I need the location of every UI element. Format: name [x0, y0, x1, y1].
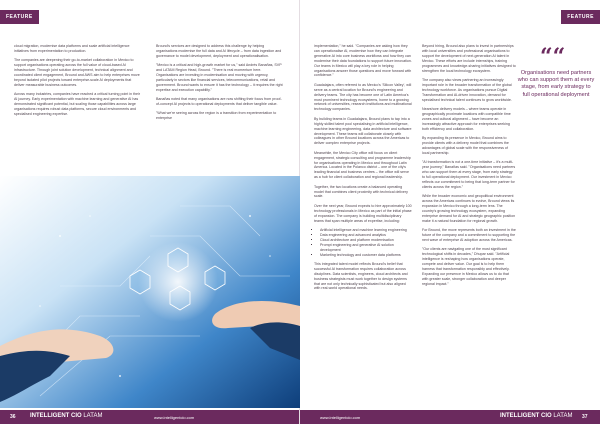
paragraph: implementation," he said. "Companies are asking how they can operationalise AI, modernise how they can integrate generative AI into core business workflows and how they can modernise their data foundations to support future innovation. Our teams in Mexico will play a key role in helping organisations answer those questions and move forward with confidence."	[314, 44, 412, 78]
paragraph: Over the next year, Bround expects to hire approximately 100 technology professionals in Mexico as part of the initial phase of expansion. The company is building multidisciplinary teams that span multiple areas of expertise, including:	[314, 203, 412, 223]
paragraph: This integrated talent model reflects Bround's belief that successful AI transformation requires collaboration across disciplines. Data scientists, engineers, cloud architects and business strategists must work together to design systems that are not only technically sophisticated but also aligned with real-world operational needs.	[314, 261, 408, 291]
quote-mark-icon: ““	[540, 44, 566, 70]
list-item: ▪ Marketing technology and customer data platforms	[320, 253, 412, 258]
paragraph: Bround's services are designed to address this challenge by helping organisations modernise the full data and AI lifecycle – from data ingestion and governance to model development, deployment and operationalisation.	[156, 44, 282, 58]
expertise-list	[314, 228, 412, 257]
paragraph: Beyond hiring, Bround also plans to invest in partnerships with local universities and professional organisations to support the development of next-generation AI talent in Mexico. These efforts are include internships, training programmes and knowledge-sharing initiatives designed to strengthen the local technology ecosystem.	[422, 44, 516, 73]
footer-url[interactable]: www.intelligentcio.com	[320, 414, 361, 420]
paragraph: Banañas noted that many organisations are now shifting their focus from proof-of-concept AI projects to operational deployments that deliver tangible value.	[156, 97, 282, 107]
page-number: 36	[10, 414, 16, 420]
paragraph: The company also views partnering an increasingly important role in the broader transformation of the global technology workforce. As organisations pursue Digital Transformation and AI-driven innovation, demand for specialised technical talent continues to grow worldwide.	[422, 77, 512, 102]
list-item: ▪ Cloud architecture and platform modernisation	[320, 238, 412, 243]
hands-with-tech-graphics-photo	[0, 176, 300, 408]
pull-quote: Organisations need partners who can support them at every stage, from early strategy to full operational deployment	[517, 70, 595, 98]
left-page-column-2	[156, 44, 284, 126]
paragraph: "Our clients are navigating one of the most significant technological shifts in decades," Dhupar said. "Artificial intelligence is reshaping how organisations operate, compete and deliver value. Our goal is to help them harness that transformation responsibly and effectively. Expanding our presence in Mexico allows us to do that with greater scale, stronger collaboration and deeper regional impact."	[422, 247, 510, 286]
magazine-title: INTELLIGENT CIO LATAM	[500, 413, 573, 419]
paragraph: Nearshore delivery models – where teams operate in geographically proximate locations with compatible time zones and cultural alignment – have become an increasingly attractive approach for enterprises seeking both efficiency and collaboration.	[422, 106, 511, 131]
paragraph: While the broader economic and geopolitical environment across the Americas continues to evolve, Bround views its expansion in Mexico through a long-term lens. The country's growing technology ecosystem, expanding enterprise demand for AI and strategic geographic position make it a natural foundation for regional growth.	[422, 194, 516, 223]
list-item: ▪ Prompt engineering and generative AI solution development	[320, 243, 412, 253]
list-item: ▪ Artificial intelligence and machine learning engineering	[320, 228, 412, 233]
right-page-column-1	[314, 44, 412, 296]
left-page-footer	[0, 410, 299, 424]
paragraph: Meanwhile, the Mexico City office will focus on client engagement, strategic consulting and programme leadership for organisations operating in Mexico and throughout Latin America. Located in the Polanco district – one of the city's leading financial and business centres – the office will serve as a hub for client collaboration and regional leadership.	[314, 150, 411, 180]
feature-tab-right: FEATURE	[561, 10, 600, 24]
paragraph: "What we're seeing across the region is a transition from experimentation to enterprise	[156, 111, 277, 121]
paragraph: By expanding its presence in Mexico, Bround aims to provide clients with a delivery model that combines the advantages of global scale with the responsiveness of local partnership.	[422, 136, 509, 155]
left-page-column-1	[14, 44, 142, 121]
footer-url[interactable]: www.intelligentcio.com	[154, 414, 195, 420]
paragraph: "AI transformation is not a one-time initiative – it's a multi-year journey," Banañas said. "Organisations need partners who can support them at every stage, from early strategy to full operational deployment. Our investment in Mexico reflects our commitment to being that long-term partner for clients across the region."	[422, 160, 516, 189]
paragraph: "Mexico is a critical and high-growth market for us," said Andrés Banañas, SVP and LATAM Region Head, Bround. "There is real momentum here. Organisations are investing in modernisation and moving with urgency, particularly in sectors like financial services, telecommunications, retail and government. Bround wants to ensure it has the technology – it requires the right expertise and execution capability."	[156, 63, 283, 92]
paragraph: By building teams in Guadalajara, Bround plans to tap into a highly skilled talent pool specialising in artificial intelligence, machine learning engineering, data architecture and software development. These teams will collaborate closely with colleagues in other Bround locations across the Americas to deliver complex enterprise projects.	[314, 116, 412, 146]
feature-tab-left: FEATURE	[0, 10, 39, 24]
paragraph: cloud migration, modernise data platforms and scale artificial intelligence initiatives from experimentation to production.	[14, 44, 130, 53]
paragraph: Guadalajara, often referred to as Mexico's 'Silicon Valley', will serve as a central location for Bround's engineering and delivery teams. The city has become one of Latin America's most prominent technology ecosystems, home to a growing network of universities, research institutions and multinational technology companies.	[314, 82, 412, 112]
magazine-title: INTELLIGENT CIO LATAM	[30, 413, 103, 419]
list-item: ▪ Data engineering and advanced analytics	[320, 233, 412, 238]
paragraph: The companies are deepening their go-to-market collaboration in Mexico to support organisations operating across the full value of cloud-based AI infrastructure. Through joint solution development, technical alignment and coordinated client engagement, Bround and AWS aim to help enterprises move beyond isolated pilot projects toward enterprise-scale AI deployments that deliver measurable business outcomes.	[14, 58, 140, 87]
right-page-column-2	[422, 44, 516, 291]
page-number: 37	[582, 414, 588, 420]
right-page-footer	[300, 410, 600, 424]
paragraph: Across many industries, companies have reached a critical turning point in their AI journey. Early experimentation with machine learning and generative AI has demonstrated significant potential, but scaling those capabilities across large organisations requires robust data platforms, secure cloud environments and specialised engineering expertise.	[14, 92, 141, 116]
paragraph: For Bround, the move represents both an investment in the future of the company and a commitment to supporting the next wave of enterprise AI adoption across the Americas.	[422, 228, 516, 242]
paragraph: Together, the two locations create a balanced operating model that combines client proximity with technical delivery scale.	[314, 184, 408, 199]
